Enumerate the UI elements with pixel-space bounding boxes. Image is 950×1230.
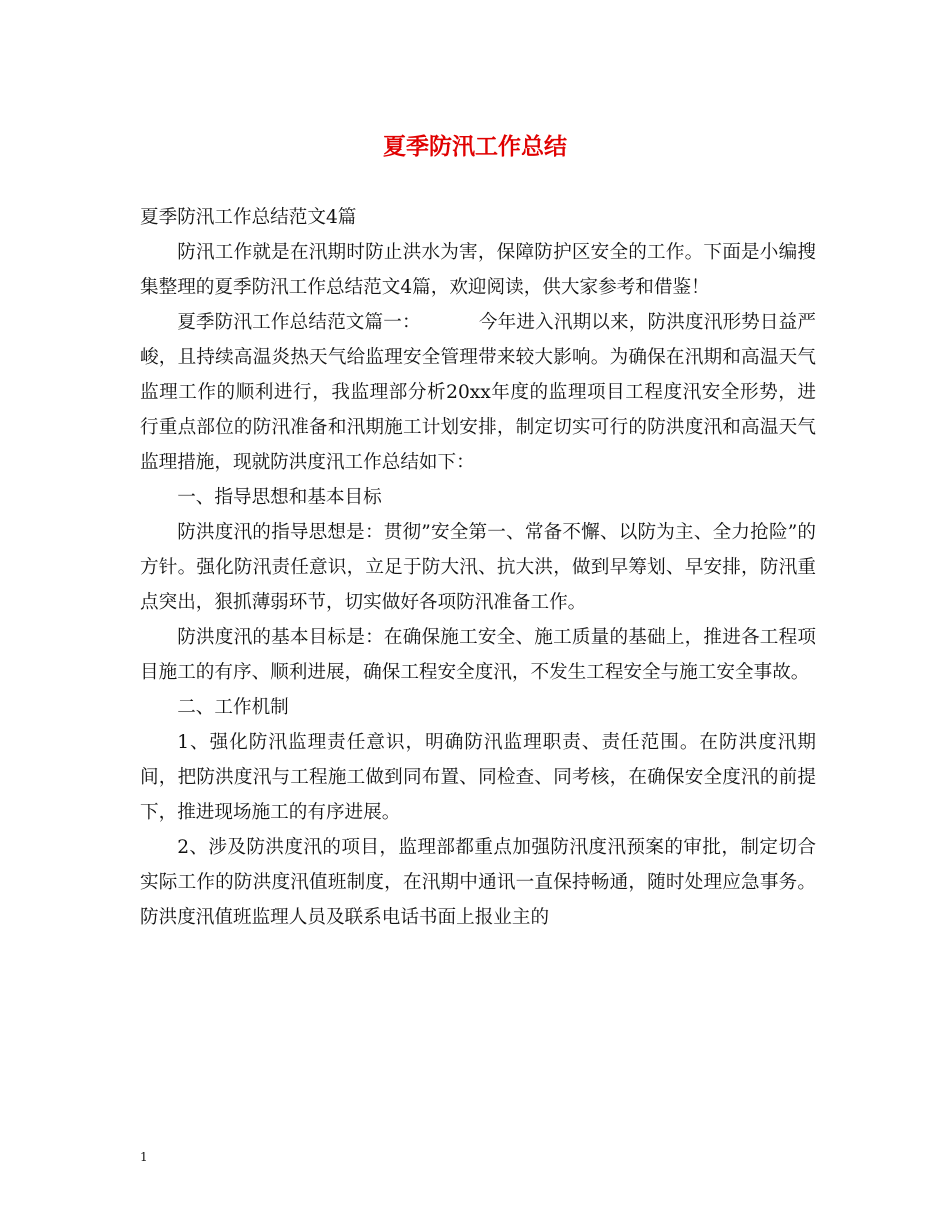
page-number: 1 xyxy=(140,1150,148,1164)
section-one-paragraph xyxy=(140,305,816,480)
document-title: 夏季防汛工作总结 xyxy=(383,134,567,160)
heading-work-mechanism: 二、工作机制 xyxy=(177,697,289,718)
document-body xyxy=(140,200,816,935)
basic-goal-paragraph: 防洪度汛的基本目标是：在确保施工安全、施工质量的基础上，推进各工程项目施工的有序、顺利进展，确保工程安全度汛，不发生工程安全与施工安全事故。 xyxy=(140,627,816,683)
guiding-thought-paragraph: 防洪度汛的指导思想是：贯彻”安全第一、常备不懈、以防为主、全力抢险”的方针。强化防汛责任意识，立足于防大汛、抗大洪，做到早筹划、早安排，防汛重点突出，狠抓薄弱环节，切实做好各项防汛准备工作。 xyxy=(140,522,816,613)
item-two-paragraph: 2、涉及防洪度汛的项目，监理部都重点加强防汛度汛预案的审批，制定切合实际工作的防洪度汛值班制度，在汛期中通讯一直保持畅通，随时处理应急事务。防洪度汛值班监理人员及联系电话书面上报业主的 xyxy=(140,837,816,928)
section-opening: 今年进入汛期以来，防洪度汛形势日益严峻，且持续高温炎热天气给监理安全管理带来较大影响。为确保在汛期和高温天气监理工作的顺利进行，我监理部分析20xx年度的监理项目工程度汛安全形势，进行重点部位的防汛准备和汛期施工计划安排，制定切实可行的防洪度汛和高温天气监理措施，现就防洪度汛工作总结如下： xyxy=(140,312,816,473)
intro-paragraph: 防汛工作就是在汛期时防止洪水为害，保障防护区安全的工作。下面是小编搜集整理的夏季防汛工作总结范文4篇，欢迎阅读，供大家参考和借鉴！ xyxy=(140,242,816,298)
heading-guiding-thought-and-goals: 一、指导思想和基本目标 xyxy=(177,487,382,508)
document-subtitle: 夏季防汛工作总结范文4篇 xyxy=(140,207,357,228)
item-one-paragraph: 1、强化防汛监理责任意识，明确防汛监理职责、责任范围。在防洪度汛期间，把防洪度汛与工程施工做到同布置、同检查、同考核，在确保安全度汛的前提下，推进现场施工的有序进展。 xyxy=(140,732,816,823)
section-label: 夏季防汛工作总结范文篇一： xyxy=(177,312,421,333)
